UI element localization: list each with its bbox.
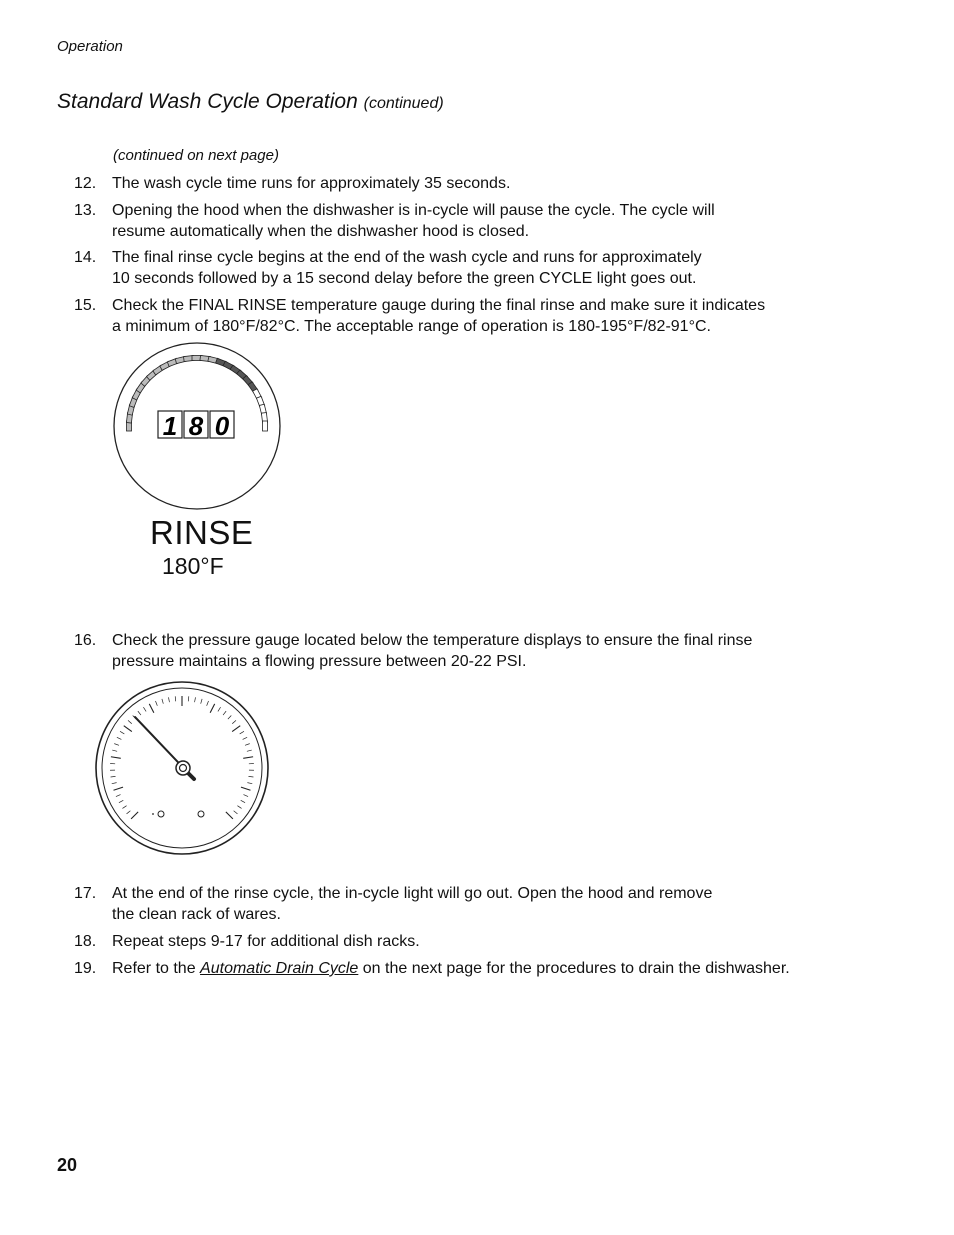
step-text: pressure maintains a flowing pressure between 20-22 PSI. — [112, 653, 527, 670]
scale-tick — [218, 707, 221, 711]
scale-tick — [114, 744, 119, 746]
scale-tick — [232, 720, 236, 723]
gauge-scale-ticks — [110, 696, 254, 819]
scale-tick — [111, 757, 121, 759]
automatic-drain-cycle-link[interactable]: Automatic Drain Cycle — [200, 960, 359, 977]
scale-tick — [237, 806, 241, 809]
step-text: Check the pressure gauge located below the temperature displays to ensure the final rinse — [112, 632, 753, 649]
step-number: 14. — [74, 249, 97, 266]
step-text-pre: Refer to the — [112, 960, 201, 977]
scale-tick — [117, 737, 122, 739]
section-title — [57, 90, 444, 114]
step-text: The final rinse cycle begins at the end of the wash cycle and runs for approximately — [112, 249, 702, 266]
rinse-label: RINSE — [150, 514, 254, 551]
step-text — [112, 958, 852, 979]
scale-tick — [124, 726, 132, 732]
scale-tick — [240, 731, 244, 734]
scale-tick — [234, 811, 238, 814]
scale-tick — [247, 783, 252, 784]
scale-tick — [112, 783, 117, 784]
scale-tick — [122, 806, 126, 809]
scale-tick — [128, 720, 132, 723]
step-text: a minimum of 180°F/82°C. The acceptable range of operation is 180-195°F/82-91°C. — [112, 318, 711, 335]
section-title-text: Standard Wash Cycle Operation — [57, 90, 358, 113]
step-text: At the end of the rinse cycle, the in-cycle light will go out. Open the hood and remove — [112, 885, 713, 902]
step-text: Repeat steps 9-17 for additional dish racks. — [112, 933, 420, 950]
rinse-temperature-gauge — [110, 340, 286, 515]
gauge-screw — [158, 811, 164, 817]
scale-tick — [138, 711, 141, 715]
readout-digit: 1 — [162, 411, 178, 441]
scale-tick — [195, 697, 196, 702]
step-text: the clean rack of wares. — [112, 906, 281, 923]
scale-tick — [207, 701, 209, 706]
step-text: Check the FINAL RINSE temperature gauge during the final rinse and make sure it indicates — [112, 297, 766, 314]
step-number: 19. — [74, 960, 97, 977]
page-number: 20 — [57, 1155, 78, 1175]
scale-tick — [119, 800, 123, 802]
rinse-temp: 180°F — [162, 553, 224, 579]
step-number: 16. — [74, 632, 97, 649]
led-segment — [263, 421, 268, 431]
scale-tick — [112, 750, 117, 751]
running-head: Operation — [57, 38, 123, 55]
scale-tick — [114, 787, 124, 790]
scale-tick — [169, 697, 170, 702]
step-number: 17. — [74, 885, 97, 902]
scale-tick — [226, 812, 233, 819]
step-number: 15. — [74, 297, 97, 314]
step-text: resume automatically when the dishwasher hood is closed. — [112, 223, 530, 240]
scale-tick — [127, 811, 131, 814]
step-text: The wash cycle time runs for approximately 35 seconds. — [112, 175, 511, 192]
scale-tick — [243, 737, 248, 739]
scale-tick — [131, 812, 138, 819]
digital-readout — [158, 411, 234, 441]
section-title-continued: (continued) — [363, 95, 444, 112]
scale-tick — [111, 776, 116, 777]
gauge-hub — [176, 761, 190, 775]
scale-tick — [116, 795, 121, 797]
step-text: Opening the hood when the dishwasher is in-cycle will pause the cycle. The cycle will — [112, 202, 715, 219]
step-number: 13. — [74, 202, 97, 219]
scale-tick — [248, 776, 253, 777]
gauge-screw — [198, 811, 204, 817]
continued-note: (continued on next page) — [113, 147, 279, 164]
scale-tick — [201, 699, 202, 704]
step-number: 12. — [74, 175, 97, 192]
scale-tick — [247, 750, 252, 751]
step-number: 18. — [74, 933, 97, 950]
scale-tick — [155, 701, 157, 706]
readout-digit: 0 — [214, 411, 230, 441]
scale-tick — [120, 731, 124, 734]
scale-tick — [210, 704, 215, 713]
scale-tick — [228, 716, 231, 720]
scale-tick — [243, 795, 248, 797]
readout-digit: 8 — [188, 411, 204, 441]
pressure-gauge — [94, 679, 272, 857]
scale-tick — [243, 757, 253, 759]
scale-tick — [162, 699, 163, 704]
scale-tick — [241, 787, 251, 790]
scale-tick — [223, 711, 226, 715]
scale-tick — [232, 726, 240, 732]
scale-tick — [149, 704, 154, 713]
scale-tick — [143, 707, 146, 711]
scale-tick — [241, 800, 245, 802]
step-text: 10 seconds followed by a 15 second delay before the green CYCLE light goes out. — [112, 270, 697, 287]
step-text-post: on the next page for the procedures to drain the dishwasher. — [358, 960, 790, 977]
scale-tick — [245, 744, 250, 746]
